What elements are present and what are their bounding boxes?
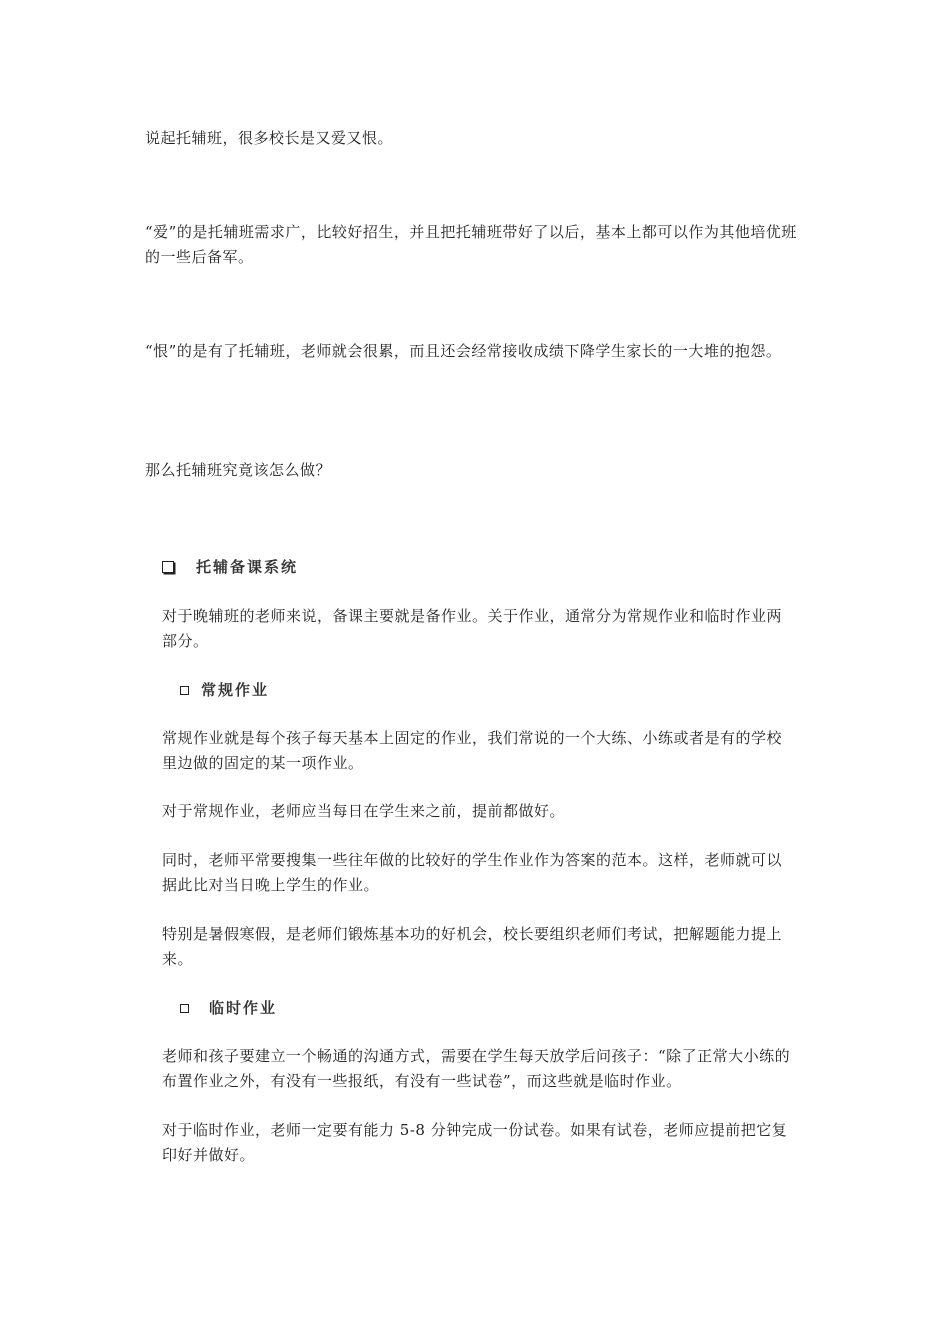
- sub2-paragraph-1: 老师和孩子要建立一个畅通的沟通方式，需要在学生每天放学后问孩子：“除了正常大小练的布置作业之外，有没有一些报纸，有没有一些试卷”，而这些就是临时作业。: [162, 1047, 791, 1090]
- intro-paragraph-2: “爱”的是托辅班需求广，比较好招生，并且把托辅班带好了以后，基本上都可以作为其他培优班的一些后备军。: [145, 223, 797, 266]
- section-lead-paragraph: 对于晚辅班的老师来说，备课主要就是备作业。关于作业，通常分为常规作业和临时作业两部分。: [162, 607, 783, 650]
- sub1-paragraph-3: 同时，老师平常要搜集一些往年做的比较好的学生作业作为答案的范本。这样，老师就可以据此比对当日晚上学生的作业。: [162, 851, 783, 894]
- square-bullet-icon: [180, 686, 189, 695]
- checkbox-bullet-icon: [162, 561, 174, 573]
- square-bullet-icon: [180, 1004, 189, 1013]
- sub2-paragraph-2: 对于临时作业，老师一定要有能力 5-8 分钟完成一份试卷。如果有试卷，老师应提前把它复印好并做好。: [162, 1121, 788, 1164]
- sub1-paragraph-4: 特别是暑假寒假，是老师们锻炼基本功的好机会，校长要组织老师们考试，把解题能力提上来。: [162, 925, 783, 968]
- subsection-title-2: 临时作业: [209, 999, 278, 1017]
- section-title: 托辅备课系统: [196, 558, 299, 576]
- sub1-paragraph-2: 对于常规作业，老师应当每日在学生来之前，提前都做好。: [162, 802, 566, 820]
- section-heading: [162, 556, 298, 578]
- intro-paragraph-3: “恨”的是有了托辅班，老师就会很累，而且还会经常接收成绩下降学生家长的一大堆的抱怨。: [145, 342, 782, 360]
- subsection-heading-1: [180, 679, 269, 701]
- subsection-heading-2: [180, 997, 277, 1019]
- subsection-title-1: 常规作业: [201, 681, 270, 699]
- intro-paragraph-4: 那么托辅班究竟该怎么做？: [145, 461, 332, 479]
- intro-paragraph-1: 说起托辅班，很多校长是又爱又恨。: [145, 129, 394, 147]
- sub1-paragraph-1: 常规作业就是每个孩子每天基本上固定的作业，我们常说的一个大练、小练或者是有的学校里边做的固定的某一项作业。: [162, 729, 783, 772]
